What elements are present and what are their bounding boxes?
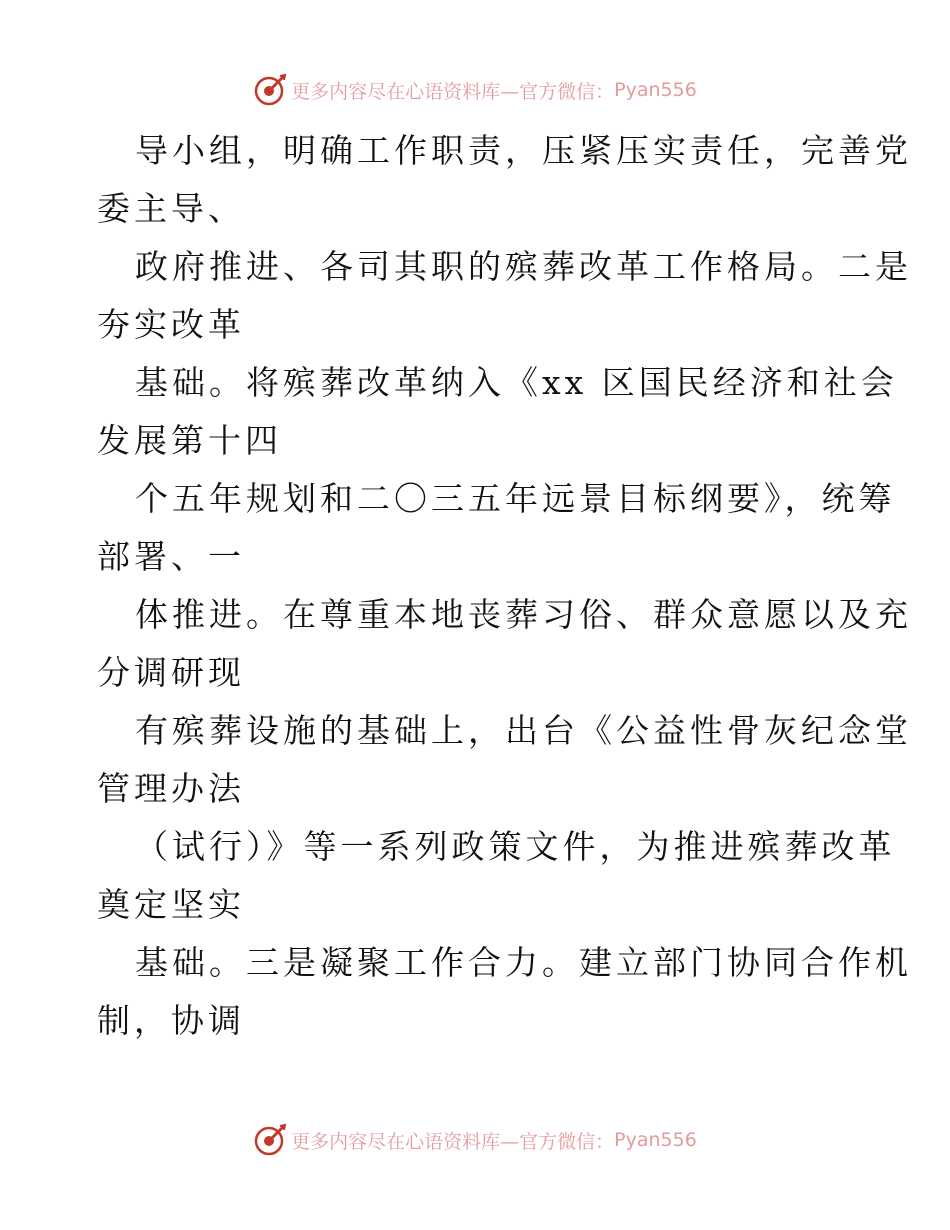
watermark-wechat-id: Pyan556 <box>614 1129 697 1151</box>
watermark-text: 更多内容尽在心语资料库—官方微信： <box>291 1130 615 1153</box>
body-line: 有殡葬设施的基础上，出台《公益性骨灰纪念堂 <box>135 711 912 750</box>
body-line: 制，协调 <box>97 1001 245 1040</box>
body-line: 夯实改革 <box>97 305 245 344</box>
body-line: 奠定坚实 <box>97 885 245 924</box>
body-line: 管理办法 <box>97 769 245 808</box>
body-line: 委主导、 <box>97 189 245 228</box>
brand-logo-icon <box>253 1123 287 1157</box>
body-line: 导小组，明确工作职责，压紧压实责任，完善党 <box>135 131 912 170</box>
body-line: 分调研现 <box>97 653 245 692</box>
body-line: 政府推进、各司其职的殡葬改革工作格局。二是 <box>135 247 912 286</box>
body-line: （试行）》等一系列政策文件，为推进殡葬改革 <box>135 827 896 866</box>
brand-logo-icon <box>253 73 287 107</box>
footer-watermark <box>0 1120 950 1160</box>
body-line: 个五年规划和二〇三五年远景目标纲要》，统筹 <box>135 479 896 518</box>
body-line: 基础。三是凝聚工作合力。建立部门协同合作机 <box>135 943 912 982</box>
document-body <box>97 122 912 1050</box>
body-line: 体推进。在尊重本地丧葬习俗、群众意愿以及充 <box>135 595 912 634</box>
body-line: 基础。将殡葬改革纳入《xx 区国民经济和社会 <box>135 363 898 402</box>
watermark-text: 更多内容尽在心语资料库—官方微信： <box>291 80 615 103</box>
header-watermark <box>0 70 950 110</box>
body-line: 部署、一 <box>97 537 245 576</box>
body-line: 发展第十四 <box>97 421 282 460</box>
watermark-wechat-id: Pyan556 <box>614 79 697 101</box>
